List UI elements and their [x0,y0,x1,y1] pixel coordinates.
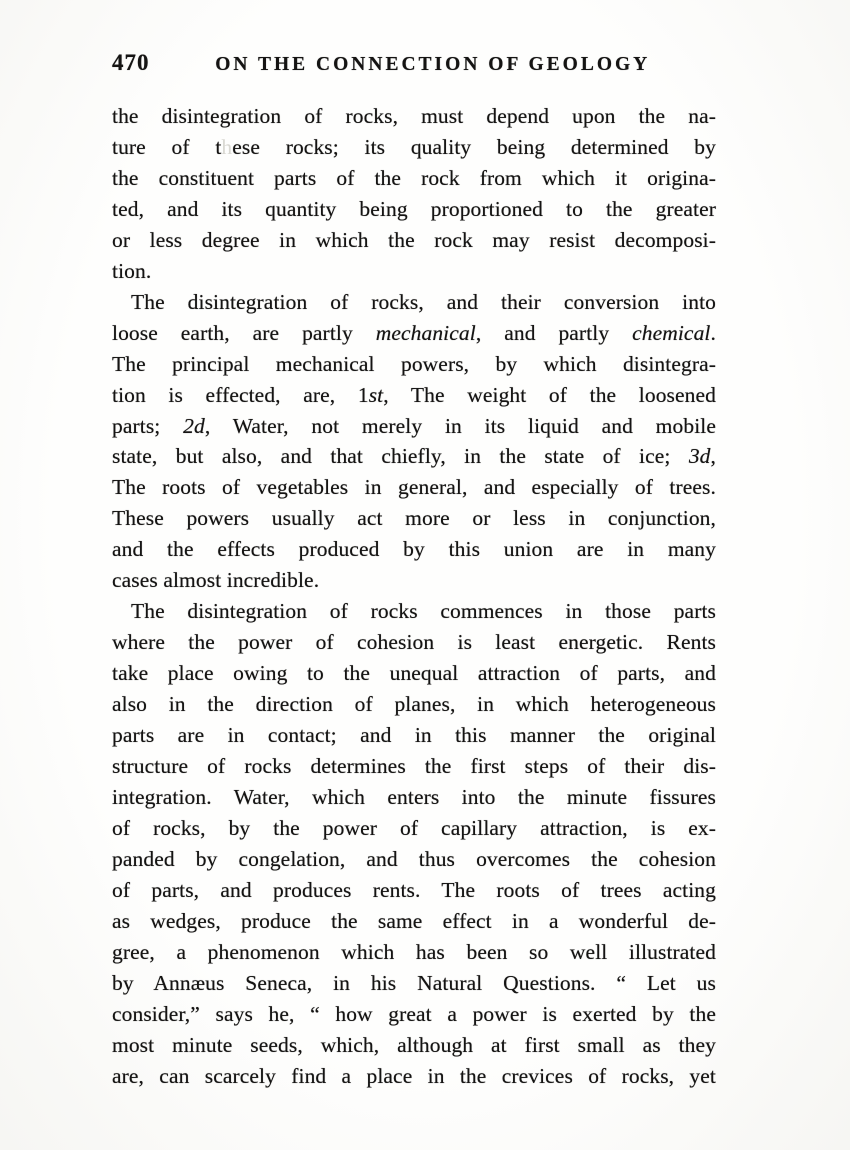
text-line: of parts, and produces rents. The roots of trees acting [112,877,716,902]
text-line: of rocks, by the power of capillary attraction, is ex- [112,815,716,840]
text-line: gree, a phenomenon which has been so well illustrated [112,939,716,964]
text-line: also in the direction of planes, in which heterogeneous [112,692,716,717]
text-line: the constituent parts of the rock from which it origina- [112,165,716,190]
text-line: tion. [112,258,152,283]
text-line: The disintegration of rocks, and their conversion into [131,289,716,314]
text-line: parts are in contact; and in this manner the original [112,723,716,748]
text-line: ture of these rocks; its quality being determined by [112,134,716,159]
text-line: as wedges, produce the same effect in a wonderful de- [112,908,716,933]
text-line: and the effects produced by this union are in many [112,537,716,562]
text-line: state, but also, and that chiefly, in the state of ice; 3d, [112,444,716,469]
text-line: parts; 2d, Water, not merely in its liquid and mobile [112,413,716,438]
text-line: the disintegration of rocks, must depend upon the na- [112,104,716,128]
text-line: consider,” says he, “ how great a power is exerted by the [112,1001,716,1026]
text-line: ted, and its quantity being proportioned to the greater [112,196,716,221]
text-line: loose earth, are partly mechanical, and partly chemical. [112,320,716,345]
text-line: most minute seeds, which, although at first small as they [112,1032,716,1057]
text-line: cases almost incredible. [112,568,320,593]
running-head [112,50,716,76]
text-line: where the power of cohesion is least energetic. Rents [112,630,716,655]
text-line: or less degree in which the rock may resist decomposi- [112,227,716,252]
text-line: The roots of vegetables in general, and especially of trees. [112,475,716,500]
page-body [112,101,716,1092]
text-line: by Annæus Seneca, in his Natural Questions. “ Let us [112,970,716,995]
text-line: These powers usually act more or less in conjunction, [112,506,716,531]
text-line: panded by congelation, and thus overcomes the cohesion [112,846,716,871]
text-line: The principal mechanical powers, by which disintegra- [112,351,716,376]
text-line: integration. Water, which enters into the minute fissures [112,784,716,809]
page-number: 470 [112,50,150,75]
text-line: tion is effected, are, 1st, The weight of the loosened [112,382,716,407]
text-line: The disintegration of rocks commences in those parts [131,599,716,624]
text-line: take place owing to the unequal attraction of parts, and [112,661,716,686]
running-header-title: ON THE CONNECTION OF GEOLOGY [215,54,651,75]
text-line: are, can scarcely find a place in the crevices of rocks, yet [112,1063,716,1088]
text-line: structure of rocks determines the first steps of their dis- [112,754,716,779]
